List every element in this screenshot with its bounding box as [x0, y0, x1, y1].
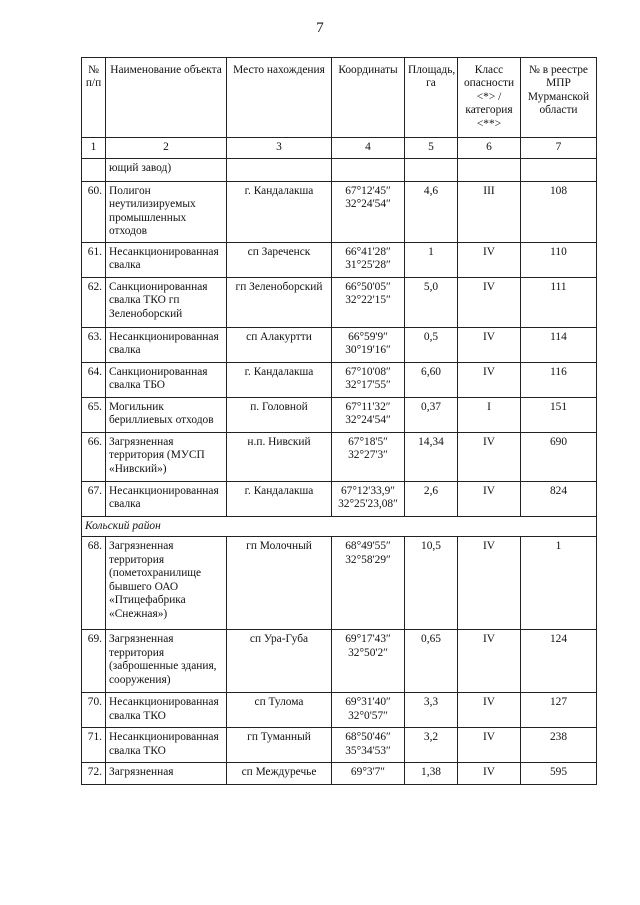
header-num: № п/п — [82, 58, 106, 138]
table-row — [82, 728, 597, 763]
area-ha: 5,0 — [405, 277, 458, 327]
column-number: 5 — [405, 138, 458, 159]
hazard-class: IV — [458, 327, 521, 362]
table-header-row — [82, 58, 597, 138]
column-number: 3 — [227, 138, 332, 159]
row-number: 69. — [82, 630, 106, 693]
registry-number: 1 — [521, 537, 597, 630]
coordinates: 69°17'43″ 32°50'2″ — [332, 630, 405, 693]
registry-number: 690 — [521, 432, 597, 481]
registry-number: 238 — [521, 728, 597, 763]
table-row — [82, 362, 597, 397]
object-name: Несанкционированная свалка — [106, 481, 227, 516]
hazard-class: I — [458, 397, 521, 432]
object-name: Загрязненная территория (заброшенные здания, сооружения) — [106, 630, 227, 693]
coordinates: 67°18'5″ 32°27'3″ — [332, 432, 405, 481]
hazard-class: IV — [458, 362, 521, 397]
waste-register-table — [81, 57, 597, 785]
page-number: 7 — [316, 20, 324, 36]
object-name: Санкционированная свалка ТКО гп Зеленоборский — [106, 277, 227, 327]
location: сп Тулома — [227, 693, 332, 728]
row-number: 72. — [82, 763, 106, 785]
coordinates: 67°10'08″ 32°17'55″ — [332, 362, 405, 397]
registry-number: 110 — [521, 242, 597, 277]
location: п. Головной — [227, 397, 332, 432]
header-registry: № в реестре МПР Мурманской области — [521, 58, 597, 138]
location: г. Кандалакша — [227, 481, 332, 516]
object-name: Могильник бериллиевых отходов — [106, 397, 227, 432]
column-number: 4 — [332, 138, 405, 159]
header-coords: Координаты — [332, 58, 405, 138]
location: сп Ура-Губа — [227, 630, 332, 693]
area-ha: 2,6 — [405, 481, 458, 516]
hazard-class: IV — [458, 242, 521, 277]
row-number: 60. — [82, 182, 106, 243]
row-number: 67. — [82, 481, 106, 516]
empty-cell — [332, 159, 405, 182]
registry-number: 824 — [521, 481, 597, 516]
row-number: 68. — [82, 537, 106, 630]
column-numbers-row — [82, 138, 597, 159]
hazard-class: IV — [458, 763, 521, 785]
column-number: 2 — [106, 138, 227, 159]
header-class: Класс опасности <*> / категория <**> — [458, 58, 521, 138]
section-title: Кольский район — [82, 516, 597, 536]
object-name: Несанкционированная свалка ТКО — [106, 728, 227, 763]
coordinates: 68°50'46″ 35°34'53″ — [332, 728, 405, 763]
location: гп Зеленоборский — [227, 277, 332, 327]
object-name: Санкционированная свалка ТБО — [106, 362, 227, 397]
area-ha: 14,34 — [405, 432, 458, 481]
hazard-class: IV — [458, 432, 521, 481]
object-name: Полигон неутилизируемых промышленных отходов — [106, 182, 227, 243]
empty-cell — [82, 159, 106, 182]
hazard-class: IV — [458, 630, 521, 693]
hazard-class: IV — [458, 481, 521, 516]
row-number: 66. — [82, 432, 106, 481]
empty-cell — [227, 159, 332, 182]
area-ha: 4,6 — [405, 182, 458, 243]
section-row — [82, 516, 597, 536]
hazard-class: III — [458, 182, 521, 243]
table-row — [82, 763, 597, 785]
object-name: Несанкционированная свалка — [106, 327, 227, 362]
table-row — [82, 432, 597, 481]
area-ha: 3,2 — [405, 728, 458, 763]
object-name: Загрязненная территория (пометохранилище бывшего ОАО «Птицефабрика «Снежная») — [106, 537, 227, 630]
registry-number: 124 — [521, 630, 597, 693]
area-ha: 0,65 — [405, 630, 458, 693]
object-name: Несанкционированная свалка ТКО — [106, 693, 227, 728]
registry-number: 595 — [521, 763, 597, 785]
area-ha: 6,60 — [405, 362, 458, 397]
registry-number: 127 — [521, 693, 597, 728]
hazard-class: IV — [458, 693, 521, 728]
continuation-text: ющий завод) — [106, 159, 227, 182]
area-ha: 0,37 — [405, 397, 458, 432]
area-ha: 1,38 — [405, 763, 458, 785]
registry-number: 108 — [521, 182, 597, 243]
row-number: 70. — [82, 693, 106, 728]
table-row — [82, 537, 597, 630]
column-number: 1 — [82, 138, 106, 159]
coordinates: 68°49'55″ 32°58'29″ — [332, 537, 405, 630]
coordinates: 66°50'05″ 32°22'15″ — [332, 277, 405, 327]
row-number: 71. — [82, 728, 106, 763]
coordinates: 69°3'7″ — [332, 763, 405, 785]
coordinates: 67°12'45″ 32°24'54″ — [332, 182, 405, 243]
location: гп Молочный — [227, 537, 332, 630]
row-number: 62. — [82, 277, 106, 327]
table-row — [82, 397, 597, 432]
location: сп Междуречье — [227, 763, 332, 785]
row-number: 63. — [82, 327, 106, 362]
hazard-class: IV — [458, 277, 521, 327]
location: н.п. Нивский — [227, 432, 332, 481]
table-row — [82, 182, 597, 243]
coordinates: 67°11'32″ 32°24'54″ — [332, 397, 405, 432]
coordinates: 66°41'28″ 31°25'28″ — [332, 242, 405, 277]
object-name: Загрязненная — [106, 763, 227, 785]
area-ha: 3,3 — [405, 693, 458, 728]
coordinates: 66°59'9″ 30°19'16″ — [332, 327, 405, 362]
location: сп Алакуртти — [227, 327, 332, 362]
area-ha: 0,5 — [405, 327, 458, 362]
registry-number: 111 — [521, 277, 597, 327]
column-number: 7 — [521, 138, 597, 159]
header-place: Место нахождения — [227, 58, 332, 138]
table-row — [82, 327, 597, 362]
table-row — [82, 242, 597, 277]
location: гп Туманный — [227, 728, 332, 763]
location: сп Зареченск — [227, 242, 332, 277]
empty-cell — [405, 159, 458, 182]
location: г. Кандалакша — [227, 182, 332, 243]
registry-number: 116 — [521, 362, 597, 397]
registry-number: 114 — [521, 327, 597, 362]
object-name: Загрязненная территория (МУСП «Нивский») — [106, 432, 227, 481]
column-number: 6 — [458, 138, 521, 159]
object-name: Несанкционированная свалка — [106, 242, 227, 277]
empty-cell — [458, 159, 521, 182]
header-area: Площадь, га — [405, 58, 458, 138]
empty-cell — [521, 159, 597, 182]
table-row — [82, 481, 597, 516]
area-ha: 10,5 — [405, 537, 458, 630]
table-row — [82, 630, 597, 693]
table-row — [82, 277, 597, 327]
hazard-class: IV — [458, 537, 521, 630]
coordinates: 67°12'33,9″ 32°25'23,08″ — [332, 481, 405, 516]
row-number: 61. — [82, 242, 106, 277]
row-number: 64. — [82, 362, 106, 397]
continuation-row — [82, 159, 597, 182]
location: г. Кандалакша — [227, 362, 332, 397]
hazard-class: IV — [458, 728, 521, 763]
registry-number: 151 — [521, 397, 597, 432]
header-name: Наименование объекта — [106, 58, 227, 138]
row-number: 65. — [82, 397, 106, 432]
area-ha: 1 — [405, 242, 458, 277]
table-row — [82, 693, 597, 728]
coordinates: 69°31'40″ 32°0'57″ — [332, 693, 405, 728]
